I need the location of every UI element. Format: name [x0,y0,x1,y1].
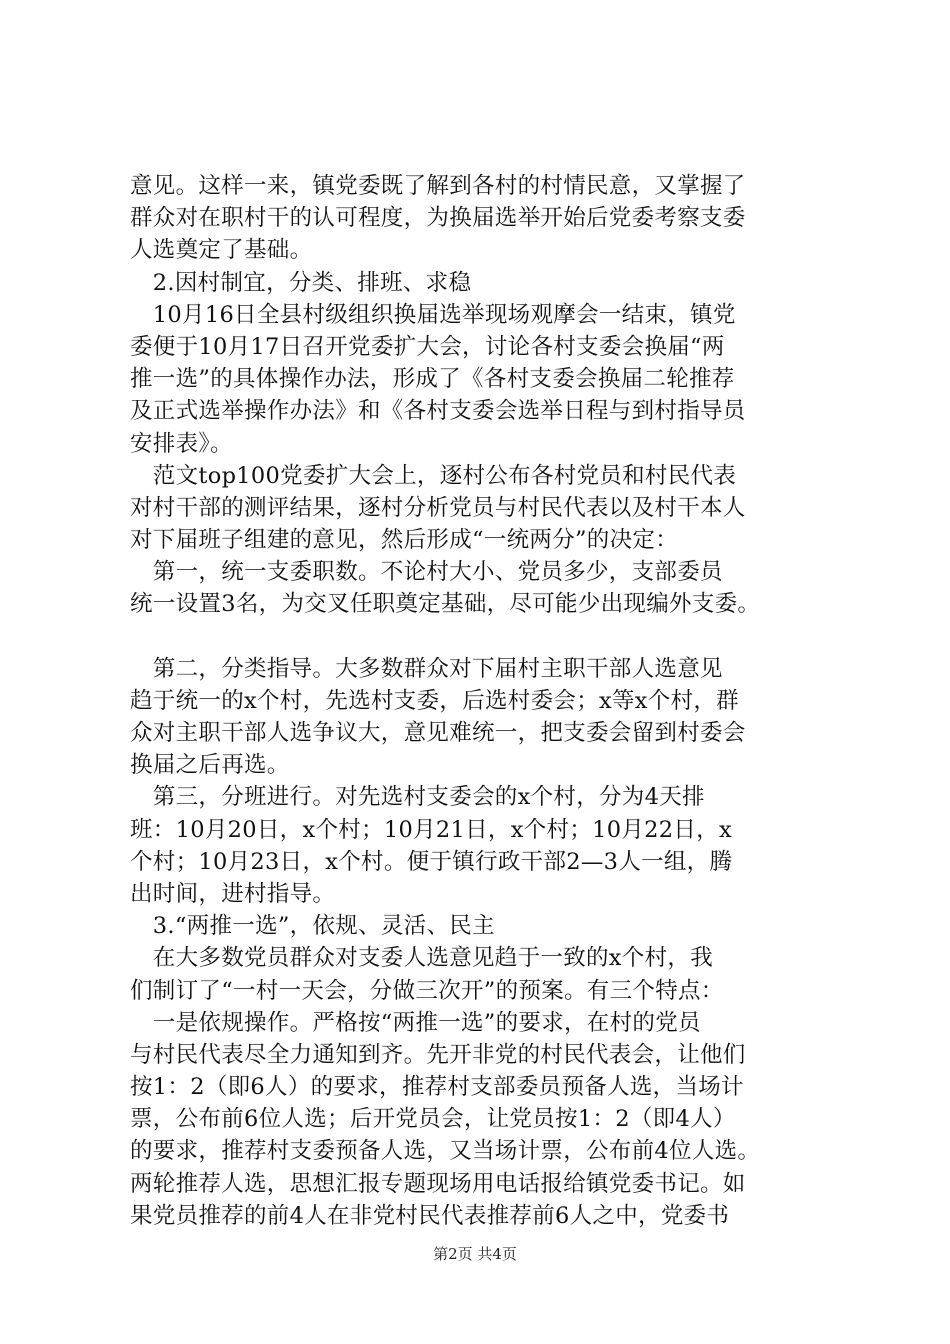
text-line: 按1：2（即6人）的要求，推荐村支部委员预备人选，当场计 [130,1074,744,1101]
section-heading: 3.“两推一选”，依规、灵活、民主 [130,913,495,940]
text-line: 们制订了“一村一天会，分做三次开”的预案。有三个特点： [130,977,724,1004]
text-line: 一是依规操作。严格按“两推一选”的要求，在村的党员 [130,1009,701,1036]
text-line: 对村干部的测评结果，逐村分析党员与村民代表以及村干本人 [130,494,746,521]
text-line: 众对主职干部人选争议大，意见难统一，把支委会留到村委会 [130,720,746,746]
text-line: 推一选”的具体操作办法，形成了《各村支委会换届二轮推荐 [130,366,735,393]
text-line: 及正式选举操作办法》和《各村支委会选举日程与到村指导员 [130,398,746,425]
text-line: 第三，分班进行。对先选村支委会的x个村，分为4天排 [130,784,705,811]
text-line: 群众对在职村干的认可程度，为换届选举开始后党委考察支委 [130,205,746,232]
text-line: 委便于10月17日召开党委扩大会，讨论各村支委会换届“两 [130,333,725,360]
text-line: 第一，统一支委职数。不论村大小、党员多少，支部委员 [130,559,723,586]
page-footer [0,1244,950,1264]
text-line: 统一设置3名，为交叉任职奠定基础，尽可能少出现编外支委。 [130,591,761,618]
text-line: 个村；10月23日，x个村。便于镇行政干部2—3人一组，腾 [130,848,733,875]
text-line: 换届之后再选。 [130,752,290,779]
blank-line [130,621,850,653]
text-line: 两轮推荐人选，思想汇报专题现场用电话报给镇党委书记。如 [130,1170,746,1197]
text-line: 范文top100党委扩大会上，逐村公布各村党员和村民代表 [130,462,737,489]
text-line: 10月16日全县村级组织换届选举现场观摩会一结束，镇党 [130,301,736,328]
text-line: 第二，分类指导。大多数群众对下届村主职干部人选意见 [130,655,723,682]
text-line: 对下届班子组建的意见，然后形成“一统两分”的决定： [130,527,679,554]
text-line: 安排表》。 [130,430,233,457]
text-line: 意见。这样一来，镇党委既了解到各村的村情民意，又掌握了 [130,173,746,199]
text-line: 与村民代表尽全力通知到齐。先开非党的村民代表会，让他们 [130,1041,746,1068]
text-line: 趋于统一的x个村，先选村支委，后选村委会；x等x个村，群 [130,687,739,714]
body-text [130,170,850,1232]
text-line: 果党员推荐的前4人在非党村民代表推荐前6人之中，党委书 [130,1202,730,1229]
page-indicator: 第2页 共4页 [433,1245,517,1263]
text-line: 的要求，推荐村支委预备人选，又当场计票，公布前4位人选。 [130,1138,761,1165]
text-line: 班：10月20日，x个村；10月21日，x个村；10月22日，x [130,816,732,843]
section-heading: 2.因村制宜，分类、排班、求稳 [130,269,472,296]
text-line: 票，公布前6位人选；后开党员会，让党员按1：2（即4人） [130,1106,736,1133]
text-line: 出时间，进村指导。 [130,880,336,907]
text-line: 在大多数党员群众对支委人选意见趋于一致的x个村，我 [130,945,713,972]
text-line: 人选奠定了基础。 [130,237,313,264]
